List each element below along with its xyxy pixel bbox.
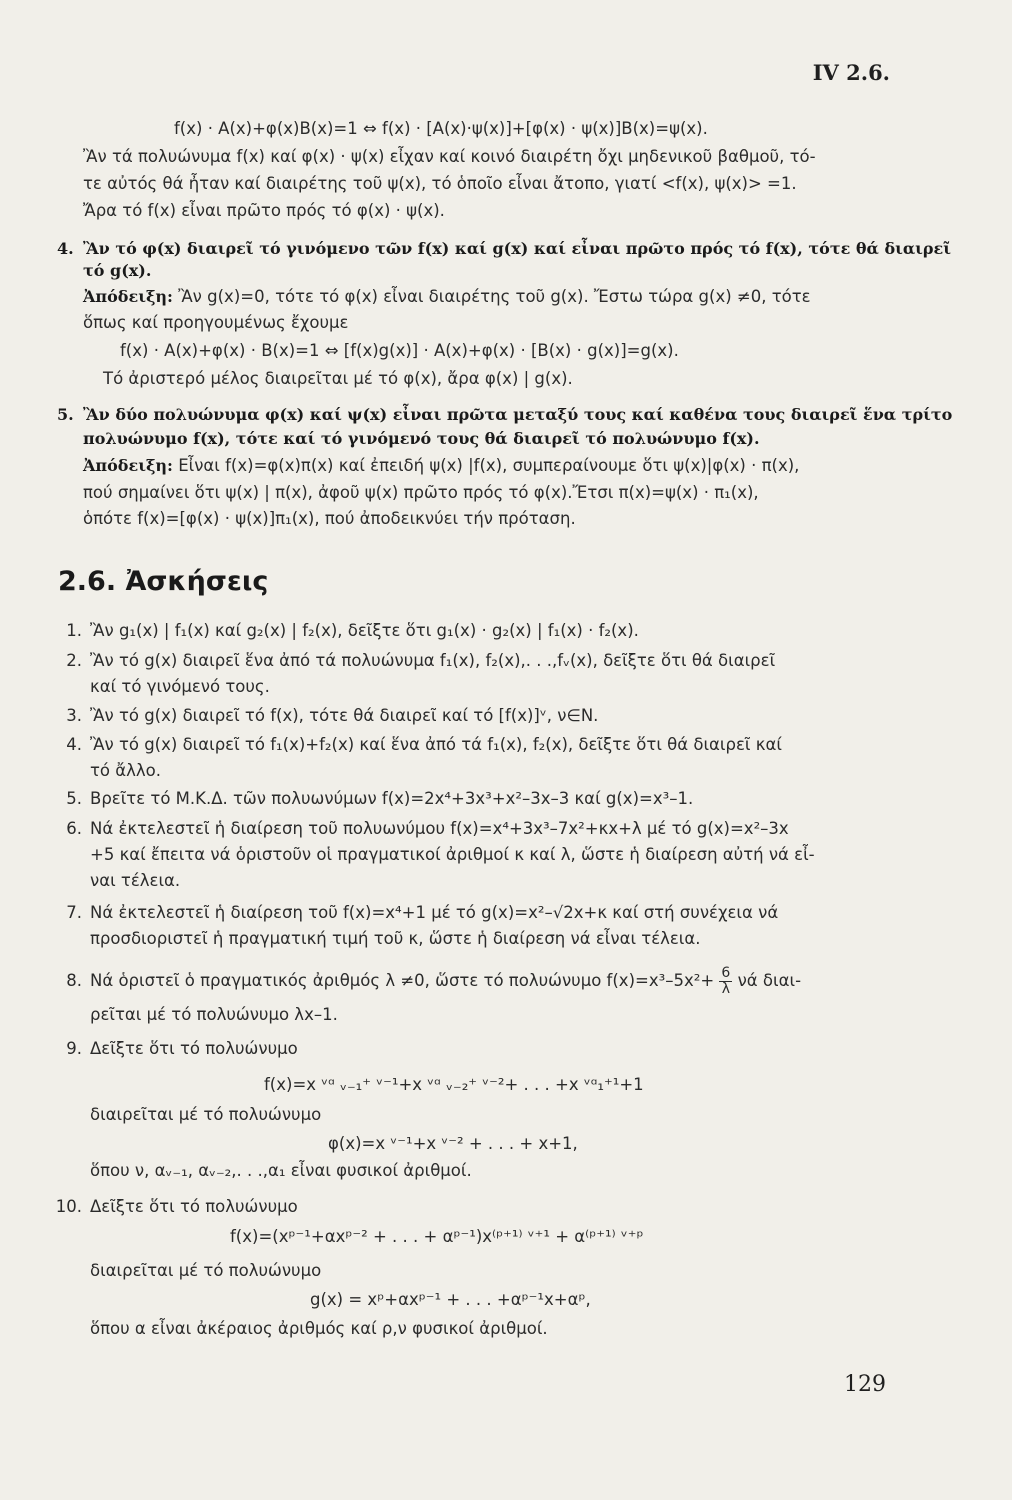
exercise-text: ὅπου ν, αᵥ₋₁, αᵥ₋₂,. . .,α₁ εἶναι φυσικοί ἀριθμοί.	[90, 1161, 472, 1180]
fraction	[719, 966, 732, 997]
exercise-number: 9.	[66, 1039, 82, 1058]
exercise-6	[50, 818, 789, 840]
proof-line: Τό ἀριστερό μέλος διαιρεῖται μέ τό φ(x), ἄρα φ(x) | g(x).	[103, 369, 573, 388]
exercise-5	[50, 788, 693, 810]
proposition-statement: Ἂν δύο πολυώνυμα φ(x) καί ψ(x) εἶναι πρῶτα μεταξύ τους καί καθένα τους διαιρεῖ ἕνα τρίτο	[83, 405, 953, 424]
proof-equation: f(x) · A(x)+φ(x) · B(x)=1 ⇔ [f(x)g(x)] · A(x)+φ(x) · [B(x) · g(x)]=g(x).	[120, 341, 679, 360]
exercise-equation: f(x)=x ᵛᵅ ᵥ₋₁⁺ ᵛ⁻¹+x ᵛᵅ ᵥ₋₂⁺ ᵛ⁻²+ . . . +x ᵛᵅ₁⁺¹+1	[264, 1075, 644, 1094]
intro-text-line: τε αὐτός θά ἦταν καί διαιρέτης τοῦ ψ(x), τό ὁποῖο εἶναι ἄτοπο, γιατί <f(x), ψ(x)> =1.	[83, 174, 797, 193]
exercise-number: 4.	[66, 735, 82, 754]
exercise-text: Ἂν τό g(x) διαιρεῖ ἕνα ἀπό τά πολυώνυμα f₁(x), f₂(x),. . .,fᵥ(x), δεῖξτε ὅτι θά διαιρεῖ	[90, 651, 776, 670]
exercise-3	[50, 705, 598, 727]
exercise-equation: f(x)=(xᵖ⁻¹+αxᵖ⁻² + . . . + αᵖ⁻¹)x⁽ᵖ⁺¹⁾ ᵛ⁺¹ + α⁽ᵖ⁺¹⁾ ᵛ⁺ᵖ	[230, 1227, 644, 1246]
proof-text: Ἂν g(x)=0, τότε τό φ(x) εἶναι διαιρέτης τοῦ g(x). Ἔστω τώρα g(x) ≠0, τότε	[172, 287, 811, 306]
exercise-equation: g(x) = xᵖ+αxᵖ⁻¹ + . . . +αᵖ⁻¹x+αᵖ,	[310, 1290, 591, 1309]
exercise-number: 7.	[66, 903, 82, 922]
proposition-statement: τό g(x).	[83, 261, 152, 280]
exercise-number: 2.	[66, 651, 82, 670]
exercise-text: Ἂν g₁(x) | f₁(x) καί g₂(x) | f₂(x), δεῖξτε ὅτι g₁(x) · g₂(x) | f₁(x) · f₂(x).	[90, 621, 639, 640]
exercise-number: 10.	[55, 1197, 82, 1216]
proposition-4	[57, 238, 951, 260]
exercise-4	[50, 734, 782, 756]
proposition-number: 5.	[57, 405, 74, 424]
proof-label: Ἀπόδειξη:	[83, 456, 173, 475]
proof-line: ὁπότε f(x)=[φ(x) · ψ(x)]π₁(x), πού ἀποδεικνύει τήν πρόταση.	[83, 509, 576, 528]
exercise-2	[50, 650, 775, 672]
exercise-number: 8.	[66, 971, 82, 990]
exercise-text: καί τό γινόμενό τους.	[90, 677, 270, 696]
proof-line	[83, 286, 811, 308]
proposition-statement: Ἂν τό φ(x) διαιρεῖ τό γινόμενο τῶν f(x) καί g(x) καί εἶναι πρῶτο πρός τό f(x), τότε θά διαιρεῖ	[83, 239, 952, 258]
exercise-number: 5.	[66, 789, 82, 808]
intro-text-line: Ἂν τά πολυώνυμα f(x) καί φ(x) · ψ(x) εἶχαν καί κοινό διαιρέτη ὄχι μηδενικοῦ βαθμοῦ, τό-	[83, 147, 816, 166]
proof-line: πού σημαίνει ὅτι ψ(x) | π(x), ἀφοῦ ψ(x) πρῶτο πρός τό φ(x).Ἔτσι π(x)=ψ(x) · π₁(x),	[83, 483, 759, 502]
intro-equation: f(x) · A(x)+φ(x)B(x)=1 ⇔ f(x) · [A(x)·ψ(x)]+[φ(x) · ψ(x)]B(x)=ψ(x).	[174, 119, 708, 138]
intro-text-line: Ἄρα τό f(x) εἶναι πρῶτο πρός τό φ(x) · ψ(x).	[83, 201, 445, 220]
exercise-text: τό ἄλλο.	[90, 761, 162, 780]
exercise-text: διαιρεῖται μέ τό πολυώνυμο	[90, 1261, 322, 1280]
exercise-text: Νά ὁριστεῖ ὁ πραγματικός ἀριθμός λ ≠0, ὥστε τό πολυώνυμο f(x)=x³–5x²+	[90, 971, 720, 990]
exercise-text: προσδιοριστεῖ ἡ πραγματική τιμή τοῦ κ, ὥστε ἡ διαίρεση νά εἶναι τέλεια.	[90, 929, 701, 948]
exercise-text: Ἂν τό g(x) διαιρεῖ τό f₁(x)+f₂(x) καί ἕνα ἀπό τά f₁(x), f₂(x), δεῖξτε ὅτι θά διαιρεῖ καί	[90, 735, 782, 754]
proof-line: ὅπως καί προηγουμένως ἔχουμε	[83, 313, 349, 332]
exercise-text: Νά ἐκτελεστεῖ ἡ διαίρεση τοῦ f(x)=x⁴+1 μέ τό g(x)=x²–√2x+κ καί στή συνέχεια νά	[90, 903, 779, 922]
exercise-text: Νά ἐκτελεστεῖ ἡ διαίρεση τοῦ πολυωνύμου f(x)=x⁴+3x³–7x²+κx+λ μέ τό g(x)=x²–3x	[90, 819, 789, 838]
exercise-text: νά διαι-	[732, 971, 802, 990]
exercise-number: 3.	[66, 706, 82, 725]
exercise-text: διαιρεῖται μέ τό πολυώνυμο	[90, 1105, 322, 1124]
proposition-number: 4.	[57, 239, 74, 258]
exercise-8	[50, 966, 801, 997]
exercise-9	[50, 1038, 298, 1060]
section-heading: 2.6. Ἀσκήσεις	[58, 566, 269, 597]
proof-label: Ἀπόδειξη:	[83, 287, 173, 306]
exercise-7	[50, 902, 778, 924]
fraction-denominator: λ	[721, 981, 731, 997]
proposition-statement: πολυώνυμο f(x), τότε καί τό γινόμενό τους θά διαιρεῖ τό πολυώνυμο f(x).	[83, 429, 760, 448]
exercise-text: +5 καί ἔπειτα νά ὁριστοῦν οἱ πραγματικοί ἀριθμοί κ καί λ, ὥστε ἡ διαίρεση αὐτή νά εἶ-	[90, 845, 815, 864]
fraction-numerator: 6	[721, 965, 731, 981]
exercise-text: ναι τέλεια.	[90, 871, 181, 890]
exercise-number: 6.	[66, 819, 82, 838]
exercise-10	[50, 1196, 298, 1218]
exercise-text: ρεῖται μέ τό πολυώνυμο λx–1.	[90, 1005, 338, 1024]
proof-line	[83, 455, 799, 477]
exercise-text: ὅπου α εἶναι ἀκέραιος ἀριθμός καί ρ,ν φυσικοί ἀριθμοί.	[90, 1319, 548, 1338]
exercise-text: Βρεῖτε τό Μ.Κ.Δ. τῶν πολυωνύμων f(x)=2x⁴+3x³+x²–3x–3 καί g(x)=x³–1.	[90, 789, 694, 808]
exercise-text: Ἂν τό g(x) διαιρεῖ τό f(x), τότε θά διαιρεῖ καί τό [f(x)]ᵛ, ν∈N.	[90, 706, 599, 725]
running-header: IV 2.6.	[812, 60, 890, 85]
exercise-text: Δεῖξτε ὅτι τό πολυώνυμο	[90, 1039, 298, 1058]
proof-text: Εἶναι f(x)=φ(x)π(x) καί ἐπειδή ψ(x) |f(x), συμπεραίνουμε ὅτι ψ(x)|φ(x) · π(x),	[172, 456, 800, 475]
exercise-text: Δεῖξτε ὅτι τό πολυώνυμο	[90, 1197, 298, 1216]
exercise-number: 1.	[66, 621, 82, 640]
exercise-equation: φ(x)=x ᵛ⁻¹+x ᵛ⁻² + . . . + x+1,	[328, 1134, 578, 1153]
exercise-1	[50, 620, 639, 642]
page-number: 129	[844, 1372, 886, 1397]
proposition-5	[57, 404, 952, 426]
